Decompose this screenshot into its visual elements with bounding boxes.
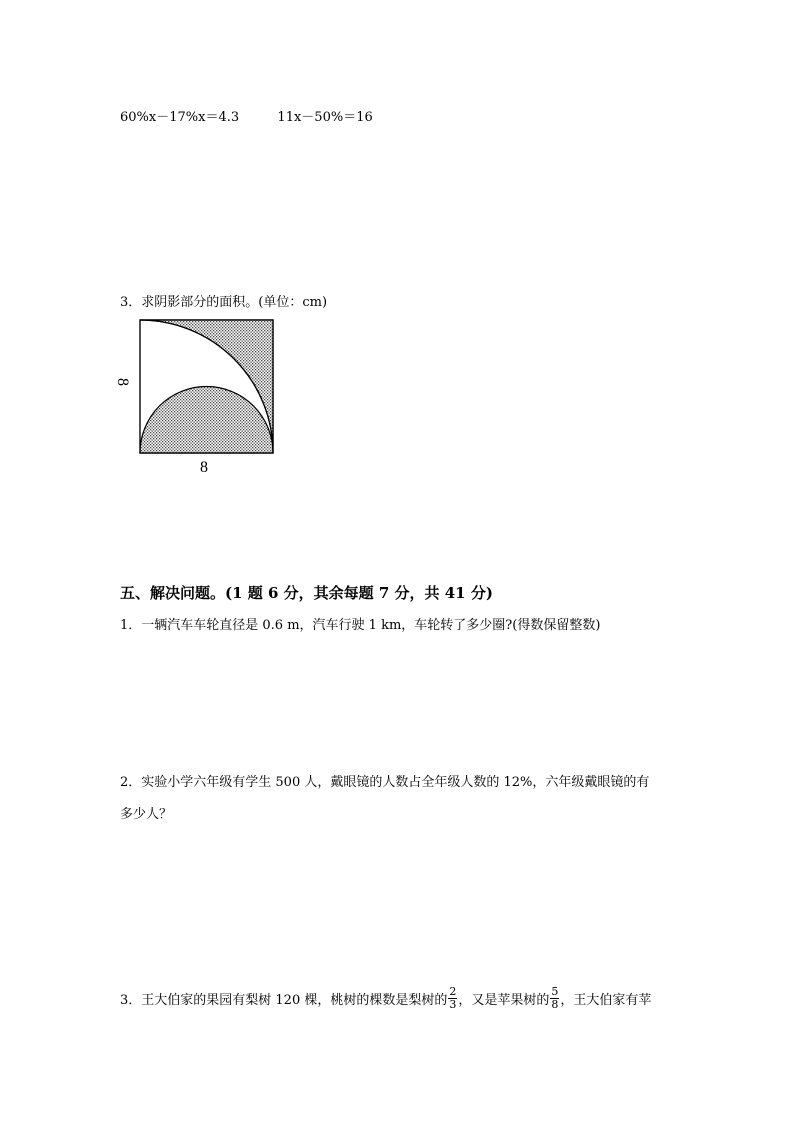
problem-3-text-3: ，王大伯家有苹 <box>560 993 652 1008</box>
left-side-label: 8 <box>114 378 131 386</box>
problem-2-line-1: 2．实验小学六年级有学生 500 人，戴眼镜的人数占全年级人数的 12%，六年级戴眼镜的有 <box>120 775 650 790</box>
question-3-prompt: 3．求阴影部分的面积。(单位：cm) <box>120 295 328 310</box>
equation-2: 11x－50%＝16 <box>277 110 373 125</box>
equation-row <box>120 106 373 125</box>
problem-3 <box>120 986 651 1011</box>
problem-1: 1．一辆汽车车轮直径是 0.6 m，汽车行驶 1 km，车轮转了多少圈?(得数保留整数) <box>120 618 601 633</box>
section-5-title: 五、解决问题。(1 题 6 分，其余每题 7 分，共 41 分) <box>120 584 493 602</box>
equation-1: 60%x－17%x＝4.3 <box>120 110 240 125</box>
problem-3-text-2: ，又是苹果树的 <box>458 993 550 1008</box>
shaded-area-figure <box>132 312 282 462</box>
fraction-two-thirds: $\frac{2}{3}$ <box>449 985 457 1011</box>
fraction-five-eighths: $\frac{5}{8}$ <box>551 985 559 1011</box>
problem-3-text-1: 3．王大伯家的果园有梨树 120 棵，桃树的棵数是梨树的 <box>120 993 448 1008</box>
bottom-side-label: 8 <box>200 459 208 476</box>
problem-2-line-2: 多少人？ <box>120 807 173 822</box>
